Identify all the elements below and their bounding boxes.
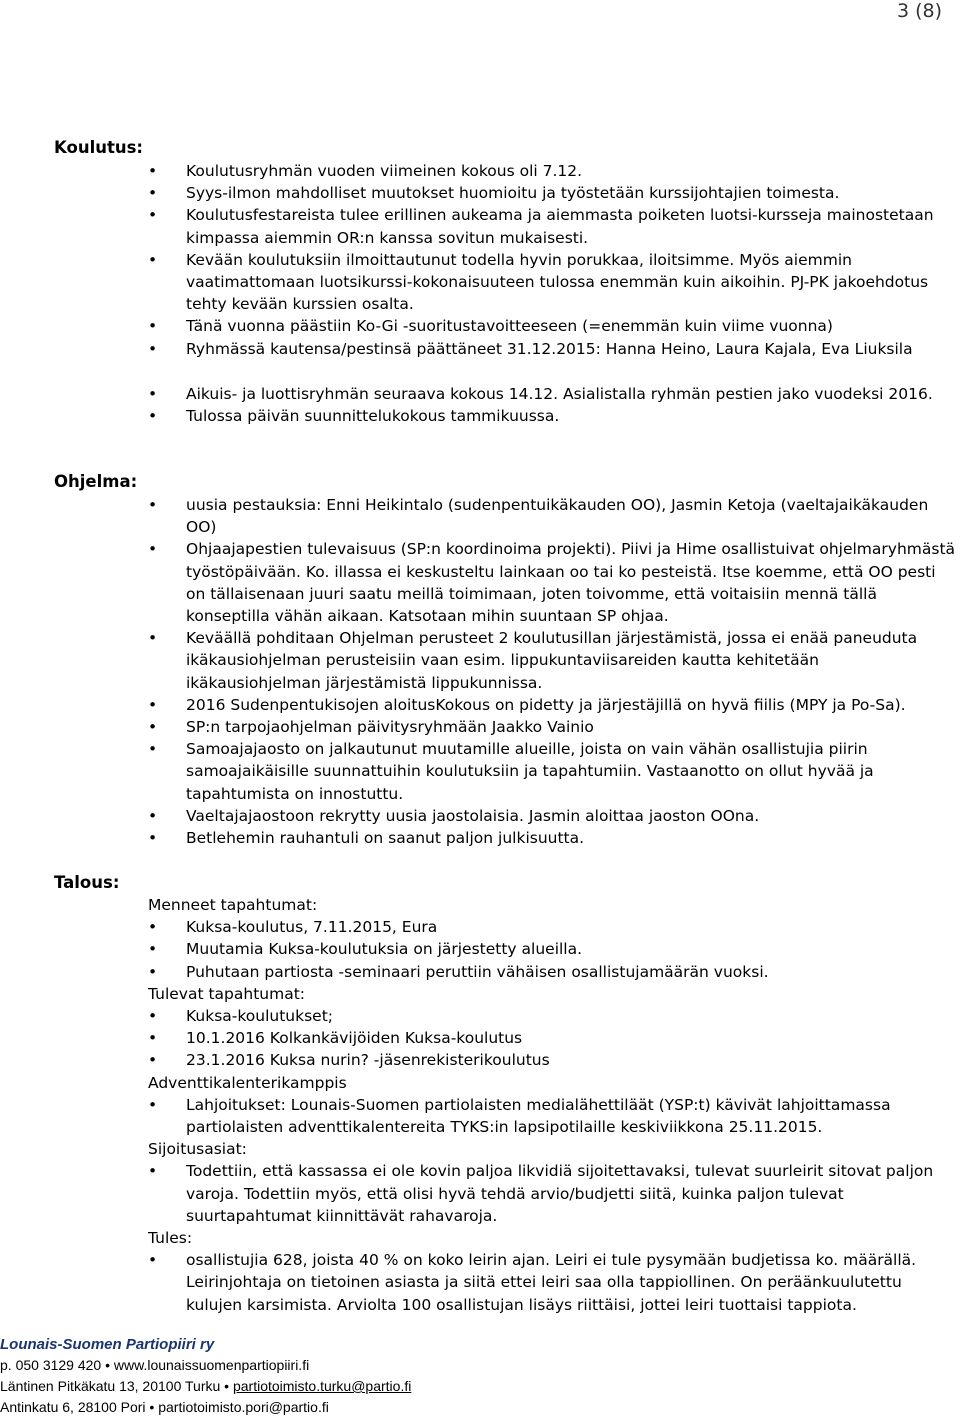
koulutus-list xyxy=(148,160,958,360)
talous-list xyxy=(148,1160,958,1227)
list-item: • Muutamia Kuksa-koulutuksia on järjestetty alueilla. xyxy=(148,938,958,960)
talous-heading: Tules: xyxy=(148,1229,193,1248)
talous-block xyxy=(148,894,958,1316)
list-item: • Puhutaan partiosta -seminaari peruttiin vähäisen osallistujamäärän vuoksi. xyxy=(148,961,958,983)
talous-list xyxy=(148,1249,958,1316)
email-link-turku[interactable]: partiotoimisto.turku@partio.fi xyxy=(232,1378,412,1394)
talous-heading: Adventtikalenterikamppis xyxy=(148,1073,347,1092)
list-item: • Kevään koulutuksiin ilmoittautunut todella hyvin porukkaa, iloitsimme. Myös aiemmin vaatimattomaan luotsikurssi-kokonaisuuteen tulossa enemmän kuin aikoihin. PJ-PK jakoehdotus tehty kevään kurssien osalta. xyxy=(148,249,958,316)
list-item: • Kuksa-koulutukset; xyxy=(148,1005,958,1027)
list-item: • Koulutusryhmän vuoden viimeinen kokous oli 7.12. xyxy=(148,160,958,182)
list-item: • uusia pestauksia: Enni Heikintalo (sudenpentuikäkauden OO), Jasmin Ketoja (vaeltajaikäkauden OO) xyxy=(148,494,958,538)
list-item: • Tänä vuonna päästiin Ko-Gi -suoritustavoitteeseen (=enemmän kuin viime vuonna) xyxy=(148,315,958,337)
list-item: • Lahjoitukset: Lounais-Suomen partiolaisten medialähettiläät (YSP:t) kävivät lahjoittamassa partiolaisten adventtikalentereita TYKS:in lapsipotilaille keskiviikkona 25.11.2015. xyxy=(148,1094,958,1138)
list-item: • Tulossa päivän suunnittelukokous tammikuussa. xyxy=(148,405,958,427)
list-item: • Keväällä pohditaan Ohjelman perusteet 2 koulutusillan järjestämistä, jossa ei enää paneuduta ikäkausiohjelman perusteisiin vaan esim. lippukuntaviisareiden kautta kehitetään ikäkausiohjelman järjestämistä lippukunnissa. xyxy=(148,627,958,694)
list-item: • Koulutusfestareista tulee erillinen aukeama ja aiemmasta poiketen luotsi-kursseja mainostetaan kimpassa aiemmin OR:n kanssa sovitun mukaisesti. xyxy=(148,204,958,248)
list-item: • Ryhmässä kautensa/pestinsä päättäneet 31.12.2015: Hanna Heino, Laura Kajala, Eva Liuksila xyxy=(148,338,958,360)
footer-address-pori: Antinkatu 6, 28100 Pori • partiotoimisto.pori@partio.fi xyxy=(0,1399,329,1415)
footer-contact-line: p. 050 3129 420 • www.lounaissuomenpartiopiiri.fi xyxy=(0,1357,310,1373)
list-item: • 23.1.2016 Kuksa nurin? -jäsenrekisterikoulutus xyxy=(148,1049,958,1071)
list-item: • osallistujia 628, joista 40 % on koko leirin ajan. Leiri ei tule pysymään budjetissa ko. määrällä. Leirinjohtaja on tietoinen asiasta ja siitä ettei leiri saa olla tappiollinen. On peräänkuulutettu kulujen karsimista. Arviolta 100 osallistujan lisäys riittäisi, jottei leiri tuottaisi tappiota. xyxy=(148,1249,958,1316)
talous-heading: Menneet tapahtumat: xyxy=(148,896,318,914)
list-item: • Betlehemin rauhantuli on saanut paljon julkisuutta. xyxy=(148,827,958,849)
list-item: • Todettiin, että kassassa ei ole kovin paljoa likvidiä sijoitettavaksi, tulevat suurleirit sitovat paljon varoja. Todettiin myös, että olisi hyvä tehdä arvio/budjetti siitä, kuinka paljon tulevat suurtapahtumat kiinnittävät rahavaroja. xyxy=(148,1160,958,1227)
talous-heading: Tulevat tapahtumat: xyxy=(148,984,305,1003)
koulutus-list-2 xyxy=(148,383,958,427)
list-item: • Kuksa-koulutus, 7.11.2015, Eura xyxy=(148,916,958,938)
talous-heading: Sijoitusasiat: xyxy=(148,1140,247,1159)
list-item: • Vaeltajajaostoon rekrytty uusia jaostolaisia. Jasmin aloittaa jaoston OOna. xyxy=(148,805,958,827)
list-item: • Samoajajaosto on jalkautunut muutamille alueille, joista on vain vähän osallistujia piirin samoajaikäisille suunnattuihin koulutuksiin ja tapahtumiin. Vastaanotto on ollut hyvää ja tapahtumista on innostuttu. xyxy=(148,738,958,805)
koulutus-label: Koulutus: xyxy=(54,138,144,157)
list-item: • 10.1.2016 Kolkankävijöiden Kuksa-koulutus xyxy=(148,1027,958,1049)
list-item: • Syys-ilmon mahdolliset muutokset huomioitu ja työstetään kurssijohtajien toimesta. xyxy=(148,182,958,204)
footer xyxy=(0,1334,411,1418)
talous-list xyxy=(148,916,958,983)
list-item: • 2016 Sudenpentukisojen aloitusKokous on pidetty ja järjestäjillä on hyvä fiilis (MPY ja Po-Sa). xyxy=(148,694,958,716)
footer-address-turku xyxy=(0,1376,411,1397)
ohjelma-list xyxy=(148,494,958,849)
talous-label: Talous: xyxy=(54,873,120,892)
list-item: • Ohjaajapestien tulevaisuus (SP:n koordinoima projekti). Piivi ja Hime osallistuivat ohjelmaryhmästä työstöpäivään. Ko. illassa ei keskusteltu lainkaan oo tai ko pesteistä. Itse koemme, että OO pesti on tällaisenaan juuri saatu meillä toimimaan, joten toivomme, että voitaisiin mennä tällä konseptilla vähän aikaan. Katsotaan mihin suuntaan SP ohjaa. xyxy=(148,538,958,627)
talous-list xyxy=(148,1094,958,1138)
footer-address-text: Läntinen Pitkäkatu 13, 20100 Turku • xyxy=(0,1378,233,1394)
footer-org-name: Lounais-Suomen Partiopiiri ry xyxy=(0,1336,215,1353)
talous-list xyxy=(148,1005,958,1072)
list-item: • SP:n tarpojaohjelman päivitysryhmään Jaakko Vainio xyxy=(148,716,958,738)
list-item: • Aikuis- ja luottisryhmän seuraava kokous 14.12. Asialistalla ryhmän pestien jako vuodeksi 2016. xyxy=(148,383,958,405)
page-number: 3 (8) xyxy=(896,0,942,22)
ohjelma-label: Ohjelma: xyxy=(54,472,138,491)
